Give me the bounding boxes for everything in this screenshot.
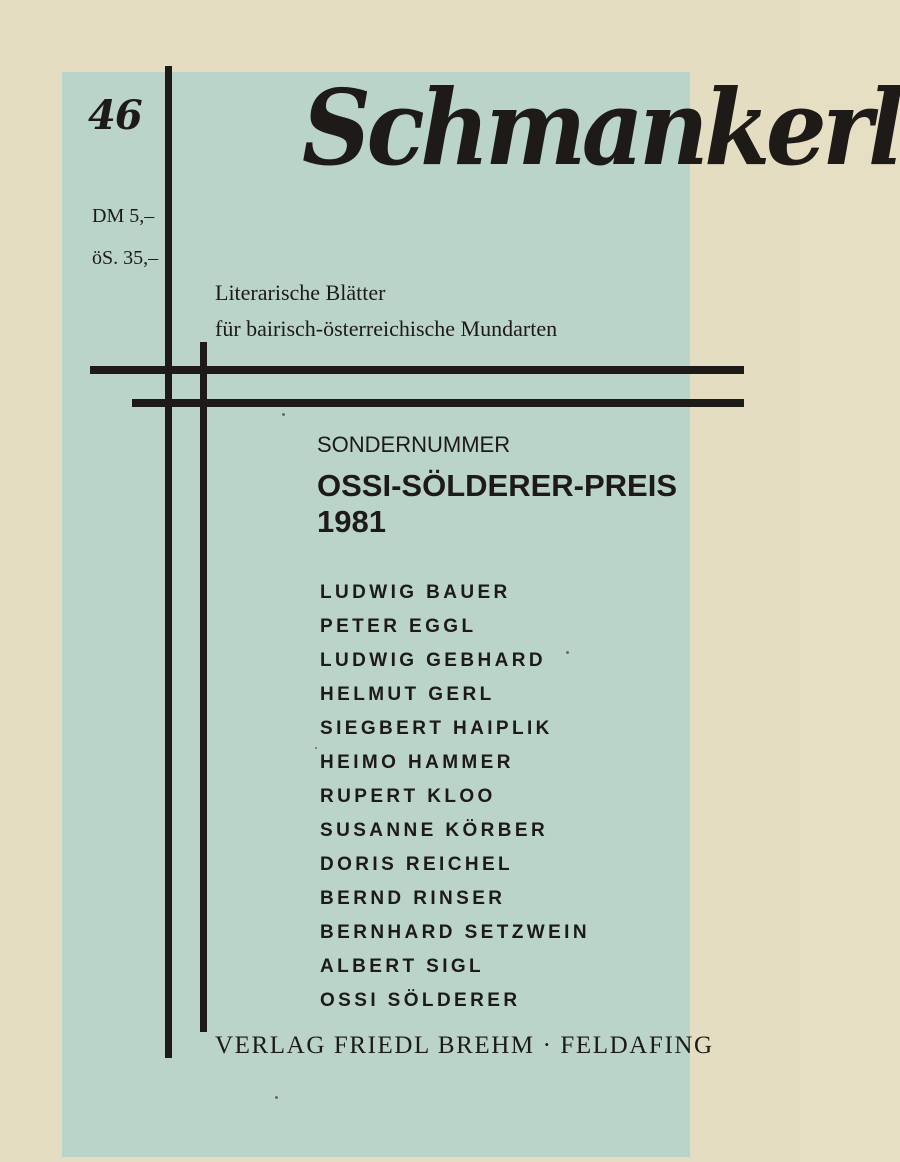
issue-number: 46	[88, 92, 142, 139]
price-os: öS. 35,–	[92, 247, 159, 269]
author-name: OSSI SÖLDERER	[320, 990, 521, 1011]
author-name: DORIS REICHEL	[320, 854, 514, 875]
author-name: BERND RINSER	[320, 888, 506, 909]
paper-speck	[315, 747, 317, 749]
subtitle-line-2: für bairisch-österreichische Mundarten	[215, 316, 558, 341]
publisher-imprint: VERLAG FRIEDL BREHM · FELDAFING	[215, 1032, 714, 1059]
subtitle-line-1: Literarische Blätter	[215, 280, 386, 305]
author-name: RUPERT KLOO	[320, 786, 496, 807]
horizontal-rule-top	[90, 366, 744, 374]
vertical-rule-left	[165, 66, 172, 1058]
masthead-title: Schmankerl	[302, 66, 900, 189]
author-name: HEIMO HAMMER	[320, 752, 514, 773]
prize-title: OSSI-SÖLDERER-PREIS 1981	[317, 468, 677, 539]
horizontal-rule-bottom	[132, 399, 744, 407]
special-issue-label: SONDERNUMMER	[317, 432, 511, 457]
author-name: ALBERT SIGL	[320, 956, 485, 977]
price-dm: DM 5,–	[92, 205, 155, 227]
author-name: SIEGBERT HAIPLIK	[320, 718, 553, 739]
author-name: SUSANNE KÖRBER	[320, 820, 549, 841]
author-list	[320, 576, 590, 1018]
author-name: PETER EGGL	[320, 616, 477, 637]
paper-speck	[275, 1096, 278, 1099]
vertical-rule-inner	[200, 342, 207, 1032]
paper-speck	[282, 413, 285, 416]
author-name: HELMUT GERL	[320, 684, 495, 705]
author-name: BERNHARD SETZWEIN	[320, 922, 590, 943]
author-name: LUDWIG GEBHARD	[320, 650, 546, 671]
author-name: LUDWIG BAUER	[320, 582, 511, 603]
